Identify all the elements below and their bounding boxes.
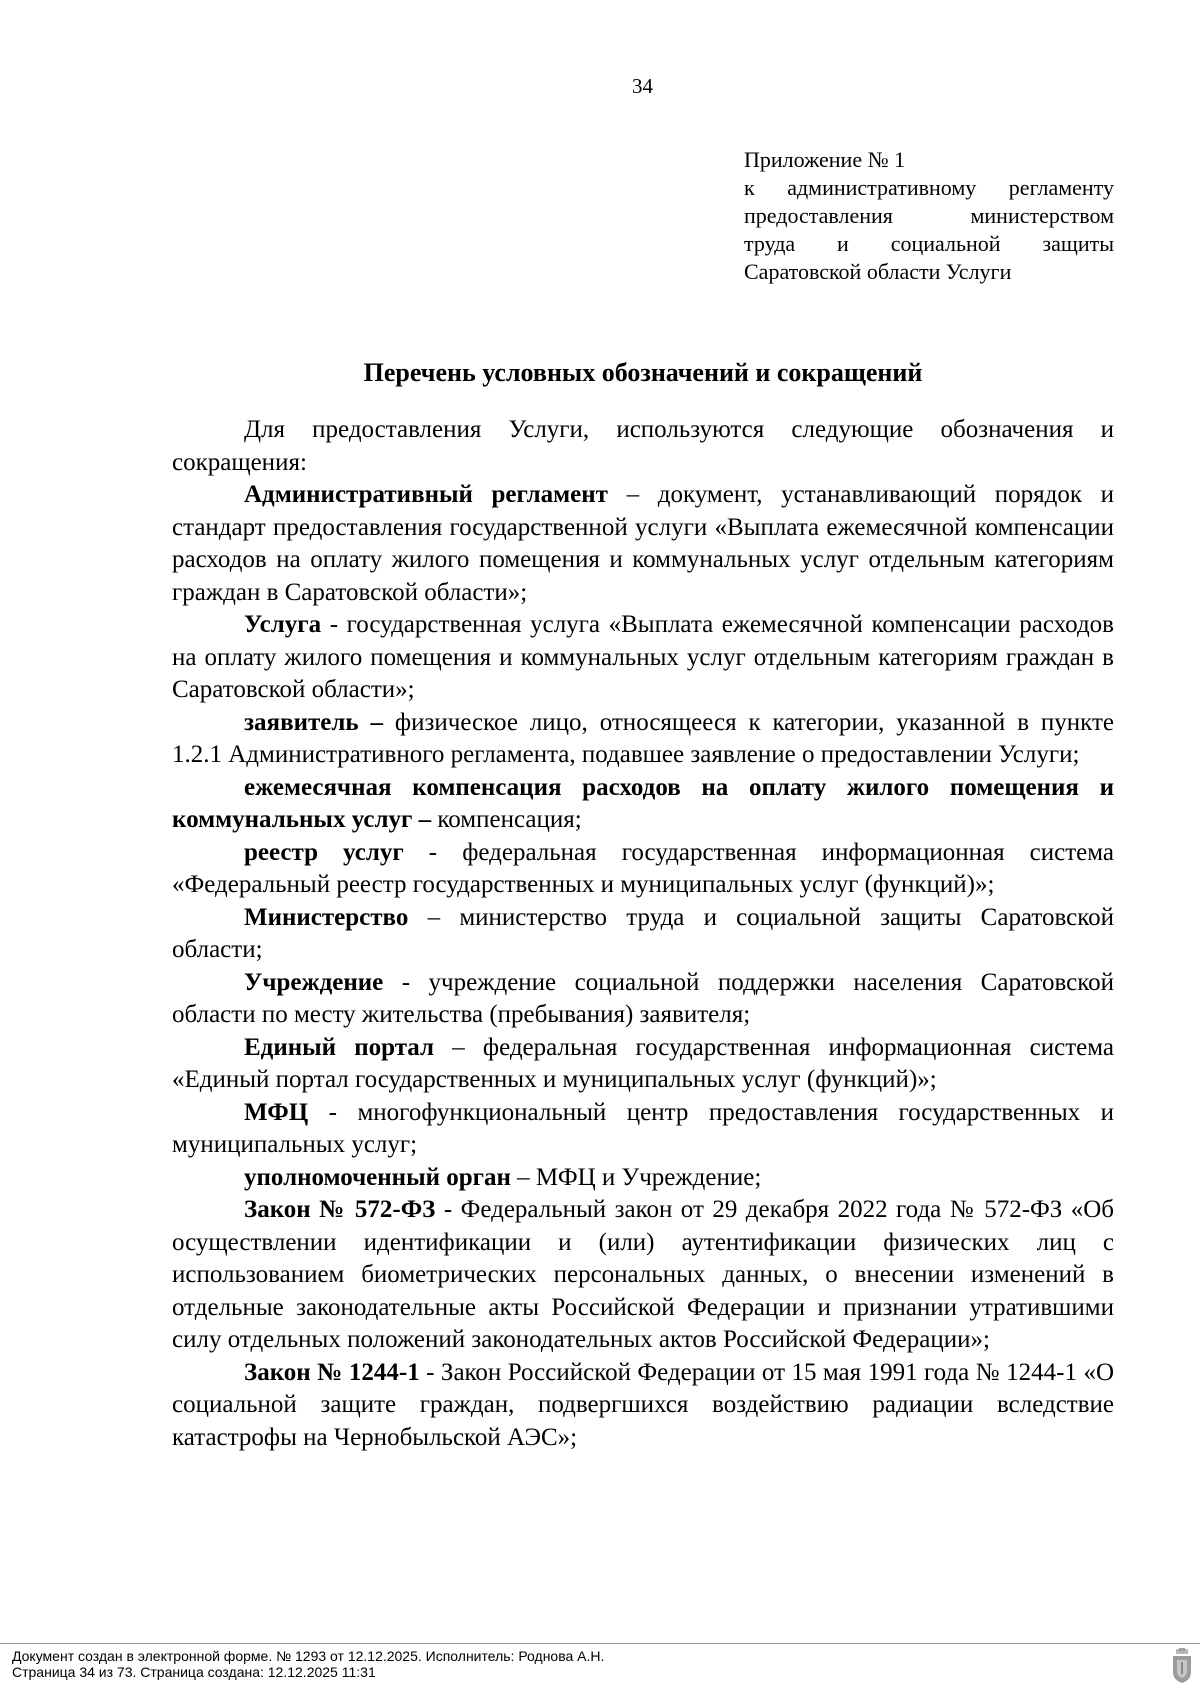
definition-text: МФЦ и Учреждение; — [535, 1163, 762, 1191]
definition-separator: – — [607, 481, 658, 508]
definition-term: уполномоченный орган — [244, 1163, 511, 1191]
definition-item — [172, 1032, 1114, 1097]
appendix-line: труда и социальной защиты — [744, 231, 1114, 256]
definition-text: учреждение социальной поддержки населения Саратовской области по месту жительства (пребывания) заявителя; — [172, 968, 1114, 1028]
document-body — [172, 414, 1114, 1454]
definition-item — [172, 967, 1114, 1032]
appendix-line: предоставления министерством — [744, 203, 1114, 228]
definition-term: МФЦ — [244, 1098, 309, 1126]
definition-term: ежемесячная компенсация расходов на оплату жилого помещения и коммунальных услуг – — [172, 773, 1114, 833]
definition-separator: - — [308, 1098, 358, 1126]
definition-text: министерство труда и социальной защиты Саратовской области; — [172, 903, 1114, 963]
definition-item — [172, 1162, 1114, 1195]
definition-item — [172, 1194, 1114, 1357]
definition-term: реестр услуг — [244, 838, 404, 866]
definition-separator: – — [434, 1033, 483, 1061]
definition-term: Закон № 1244-1 — [244, 1358, 420, 1386]
appendix-line: Саратовской области Услуги — [744, 259, 1012, 284]
definition-separator: - — [435, 1196, 461, 1223]
definitions-list — [172, 479, 1114, 1454]
definition-separator: – — [510, 1163, 536, 1191]
definition-term: Услуга — [244, 611, 322, 638]
definition-term: Закон № 572-ФЗ — [244, 1196, 436, 1223]
definition-text: государственная услуга «Выплата ежемесячной компенсации расходов на оплату жилого помещения и коммунальных услуг отдельным категориям граждан в Саратовской области»; — [172, 611, 1114, 703]
page-number: 34 — [632, 74, 653, 98]
definition-text: федеральная государственная информационная система «Федеральный реестр государственных и муниципальных услуг (функций)»; — [172, 838, 1114, 898]
definition-item — [172, 479, 1114, 609]
definition-item — [172, 837, 1114, 902]
definition-separator: - — [383, 968, 429, 996]
coat-of-arms-icon — [1170, 1648, 1194, 1684]
footer-line: Страница 34 из 73. Страница создана: 12.12.2025 11:31 — [12, 1664, 376, 1680]
definition-term: заявитель – — [244, 708, 384, 736]
definition-text: Закон Российской Федерации от 15 мая 1991 года № 1244-1 «О социальной защите граждан, подвергшихся воздействию радиации вследствие катастрофы на Чернобыльской АЭС»; — [172, 1358, 1114, 1451]
definition-item — [172, 902, 1114, 967]
appendix-line: к административному регламенту — [744, 175, 1114, 200]
definition-term: Единый портал — [244, 1033, 435, 1061]
definition-text: документ, устанавливающий порядок и стандарт предоставления государственной услуги «Выплата ежемесячной компенсации расходов на оплату жилого помещения и коммунальных услуг отдельным категориям граждан в Саратовской области»; — [172, 481, 1114, 606]
definition-item — [172, 772, 1114, 837]
definition-text: федеральная государственная информационная система «Единый портал государственных и муниципальных услуг (функций)»; — [172, 1033, 1114, 1093]
definition-separator: - — [403, 838, 463, 866]
definition-term: Министерство — [244, 903, 409, 931]
footer-divider — [0, 1643, 1200, 1644]
page-title: Перечень условных обозначений и сокращений — [363, 358, 923, 387]
definition-separator: - — [419, 1358, 441, 1386]
appendix-block — [744, 146, 1114, 286]
footer-line: Документ создан в электронной форме. № 1293 от 12.12.2025. Исполнитель: Роднова А.Н. — [12, 1648, 605, 1664]
definition-text: компенсация; — [437, 806, 582, 833]
document-footer — [12, 1648, 604, 1680]
definition-text: физическое лицо, относящееся к категории, указанной в пункте 1.2.1 Административного регламента, подавшее заявление о предоставлении Услуги; — [172, 708, 1114, 768]
definition-item — [172, 1357, 1114, 1455]
definition-separator — [383, 709, 395, 736]
definition-item — [172, 707, 1114, 772]
definition-item — [172, 609, 1114, 707]
definition-text: Федеральный закон от 29 декабря 2022 года № 572-ФЗ «Об осуществлении идентификации и (или) аутентификации физических лиц с использованием биометрических персональных данных, о внесении изменений в отдельные законодательные акты Российской Федерации и признании утратившими силу отдельных положений законодательных актов Российской Федерации»; — [172, 1196, 1115, 1353]
definition-separator: – — [408, 903, 460, 931]
definition-term: Учреждение — [244, 968, 384, 996]
definition-term: Административный регламент — [244, 481, 608, 508]
appendix-line: Приложение № 1 — [744, 147, 906, 172]
definition-text: многофункциональный центр предоставления государственных и муниципальных услуг; — [172, 1098, 1114, 1158]
intro-paragraph: Для предоставления Услуги, используются следующие обозначения и сокращения: — [172, 416, 1114, 476]
definition-item — [172, 1097, 1114, 1162]
definition-separator: - — [321, 611, 347, 638]
